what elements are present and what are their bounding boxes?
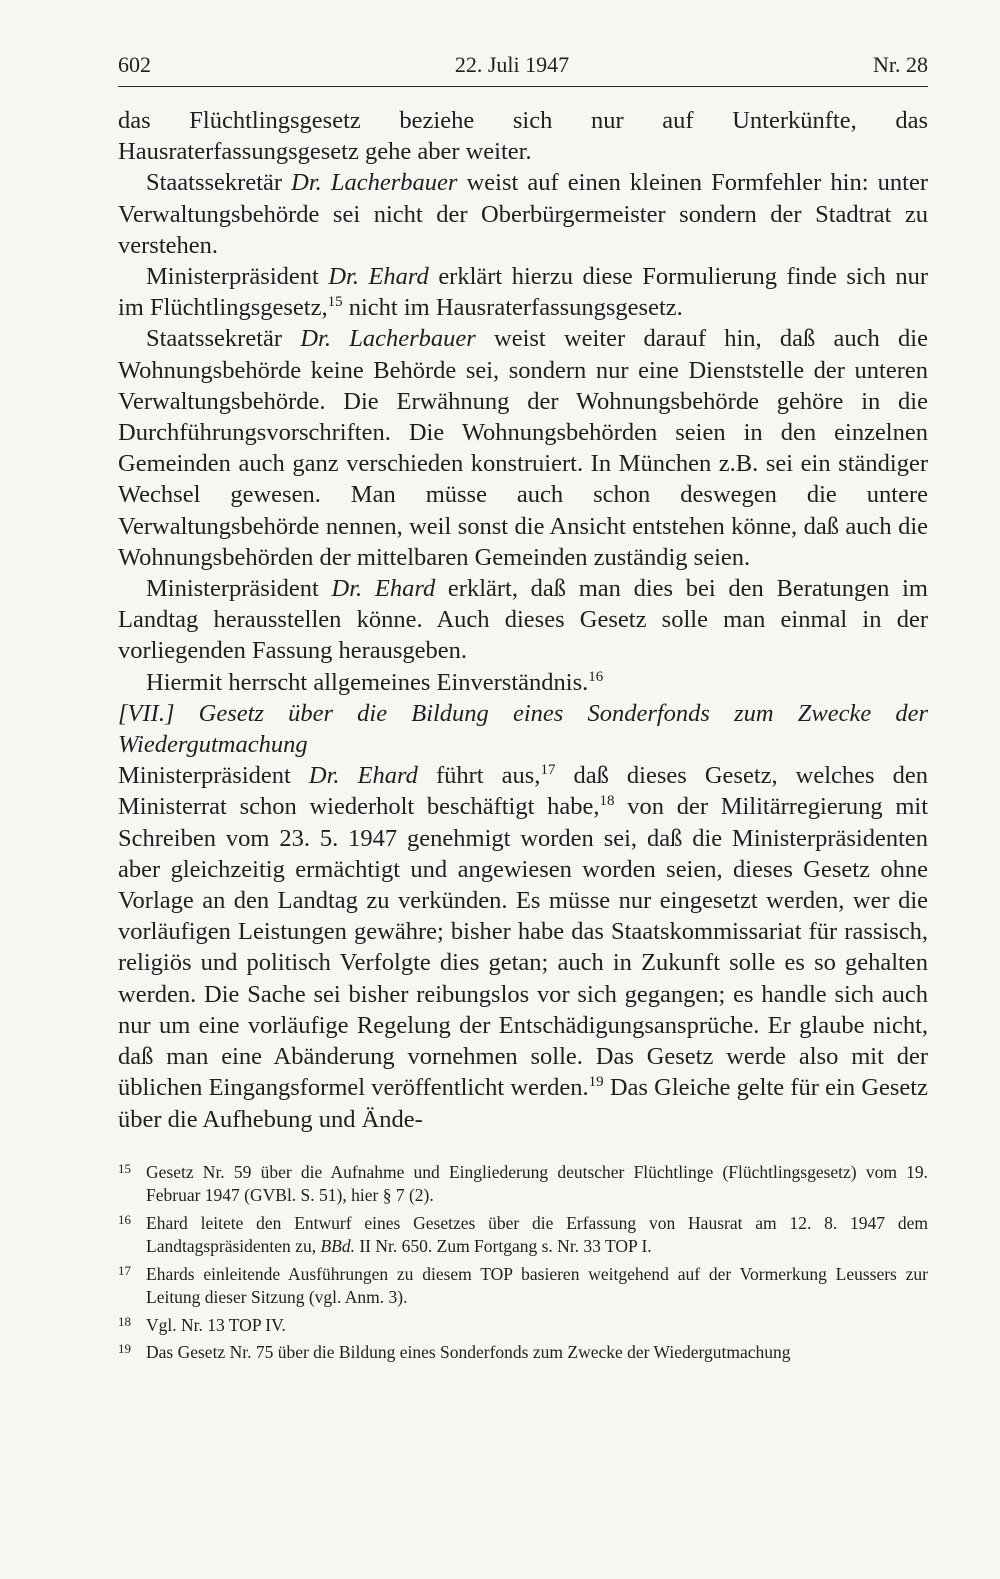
text-run: Staatssekretär bbox=[146, 325, 301, 353]
footnote-text bbox=[146, 1314, 928, 1338]
text-run: Das Gesetz Nr. 75 über die Bildung eines Sonderfonds zum Zwecke der Wiedergutmachung bbox=[146, 1342, 791, 1363]
text-run: Gesetz Nr. 59 über die Aufnahme und Eingliederung deutscher Flüchtlinge (Flüchtlingsgesetz) vom 19. Februar 1947 (GVBl. S. 51), hier § 7 (2). bbox=[146, 1161, 928, 1206]
header-date: 22. Juli 1947 bbox=[454, 52, 570, 77]
text-run: erklärt hierzu diese Formulierung finde sich nur im Flüchtlingsgesetz, bbox=[118, 263, 928, 322]
text-run: Das Gleiche gelte für ein Gesetz über die Aufhebung und Ände- bbox=[118, 1074, 928, 1133]
paragraph bbox=[118, 760, 928, 1134]
speaker-name: Dr. Ehard bbox=[308, 762, 418, 790]
footnote-number: 17 bbox=[118, 1262, 131, 1278]
text-run: Staatssekretär bbox=[146, 169, 292, 197]
footnote-text bbox=[146, 1161, 928, 1208]
text-run: II Nr. 650. Zum Fortgang s. Nr. 33 TOP I. bbox=[354, 1236, 652, 1257]
text-run: nicht im Hausraterfassungsgesetz. bbox=[342, 294, 683, 322]
paragraph bbox=[118, 261, 928, 323]
text-run: führt aus, bbox=[417, 762, 541, 790]
text-run: Ministerpräsident bbox=[118, 762, 309, 790]
text-run: daß dieses Gesetz, welches den Ministerrat schon wiederholt beschäftigt habe, bbox=[118, 762, 929, 821]
issue-number: Nr. 28 bbox=[872, 52, 928, 77]
footnote-ref[interactable]: 16 bbox=[588, 668, 604, 685]
speaker-name: Dr. Lacherbauer bbox=[300, 325, 476, 353]
paragraph bbox=[118, 573, 928, 667]
text-run: erklärt, daß man dies bei den Beratungen im Landtag herausstellen könne. Auch dieses Gesetz solle man einmal in der vorliegenden Fassung herausgeben. bbox=[118, 575, 928, 665]
document-page bbox=[118, 52, 928, 1369]
footnote-number: 19 bbox=[118, 1341, 131, 1357]
footnote bbox=[118, 1314, 928, 1338]
text-run: Ehard leitete den Entwurf eines Gesetzes über die Erfassung von Hausrat am 12. 8. 1947 dem Landtagspräsidenten zu, bbox=[146, 1212, 928, 1257]
footnote-ref[interactable]: 18 bbox=[599, 793, 615, 810]
text-run: Hiermit herrscht allgemeines Einverständnis. bbox=[146, 668, 589, 696]
speaker-name: Dr. Ehard bbox=[328, 263, 429, 291]
text-run: Ministerpräsident bbox=[146, 575, 332, 603]
text-run: das Flüchtlingsgesetz beziehe sich nur auf Unterkünfte, das Hausraterfassungsgesetz gehe aber weiter. bbox=[118, 107, 928, 166]
text-run: weist weiter darauf hin, daß auch die Wohnungsbehörde keine Behörde sei, sondern nur eine Dienststelle der unteren Verwaltungsbehörde. Die Erwähnung der Wohnungsbehörde gehöre in die Durchführungsvorschriften. Die Wohnungsbehörden seien in den einzelnen Gemeinden auch ganz verschieden konstruiert. In München z.B. sei ein ständiger Wechsel gewesen. Man müsse auch schon deswegen die untere Verwaltungsbehörde nennen, weil sonst die Ansicht entstehen könne, daß auch die Wohnungsbehörden der mittelbaren Gemeinden zuständig seien. bbox=[118, 325, 928, 571]
footnote bbox=[118, 1341, 928, 1365]
footnote-number: 16 bbox=[118, 1211, 131, 1227]
footnote-text bbox=[146, 1212, 928, 1259]
citation-abbrev: BBd. bbox=[320, 1236, 355, 1257]
speaker-name: Dr. Lacherbauer bbox=[291, 169, 458, 197]
paragraph bbox=[118, 667, 928, 698]
footnote bbox=[118, 1161, 928, 1208]
section-heading: [VII.] Gesetz über die Bildung eines Sonderfonds zum Zwecke der Wiedergutmachung bbox=[118, 699, 928, 759]
footnotes bbox=[118, 1161, 928, 1365]
footnote-number: 15 bbox=[118, 1160, 131, 1176]
paragraph bbox=[118, 105, 928, 167]
main-text bbox=[118, 105, 928, 1135]
footnote-text bbox=[146, 1341, 928, 1365]
text-run: Ehards einleitende Ausführungen zu diesem TOP basieren weitgehend auf der Vormerkung Leussers zur Leitung dieser Sitzung (vgl. Anm. 3). bbox=[146, 1263, 928, 1308]
text-run: von der Militärregierung mit Schreiben vom 23. 5. 1947 genehmigt worden sei, daß die Ministerpräsidenten aber gleichzeitig ermächtigt und angewiesen worden seien, dieses Gesetz ohne Vorlage an den Landtag zu verkünden. Es müsse nur eingesetzt werden, wer die vorläufigen Leistungen gewähre; bisher habe das Staatskommissariat für rassisch, religiös und politisch Verfolgte dies getan; auch in Zukunft solle es so gehalten werden. Die Sache sei bisher reibungslos vor sich gegangen; es handle sich auch nur um eine vorläufige Regelung der Entschädigungsansprüche. Er glaube nicht, daß man eine Abänderung vornehmen solle. Das Gesetz werde also mit der üblichen Eingangsformel veröffentlicht werden. bbox=[118, 793, 928, 1102]
speaker-name: Dr. Ehard bbox=[331, 575, 436, 603]
page-number: 602 bbox=[118, 52, 151, 77]
text-run: weist auf einen kleinen Formfehler hin: unter Verwaltungsbehörde sei nicht der Oberbürgermeister sondern der Stadtrat zu verstehen. bbox=[118, 169, 928, 259]
paragraph bbox=[118, 167, 928, 261]
page-header bbox=[118, 52, 928, 87]
footnote-ref[interactable]: 15 bbox=[327, 294, 343, 311]
footnote-text bbox=[146, 1263, 928, 1310]
footnote-number: 18 bbox=[118, 1313, 131, 1329]
paragraph bbox=[118, 323, 928, 573]
footnote-ref[interactable]: 19 bbox=[588, 1074, 604, 1091]
text-run: Vgl. Nr. 13 TOP IV. bbox=[146, 1314, 286, 1335]
text-run: Ministerpräsident bbox=[146, 263, 329, 291]
footnote bbox=[118, 1212, 928, 1259]
footnote bbox=[118, 1263, 928, 1310]
footnote-ref[interactable]: 17 bbox=[540, 762, 556, 779]
